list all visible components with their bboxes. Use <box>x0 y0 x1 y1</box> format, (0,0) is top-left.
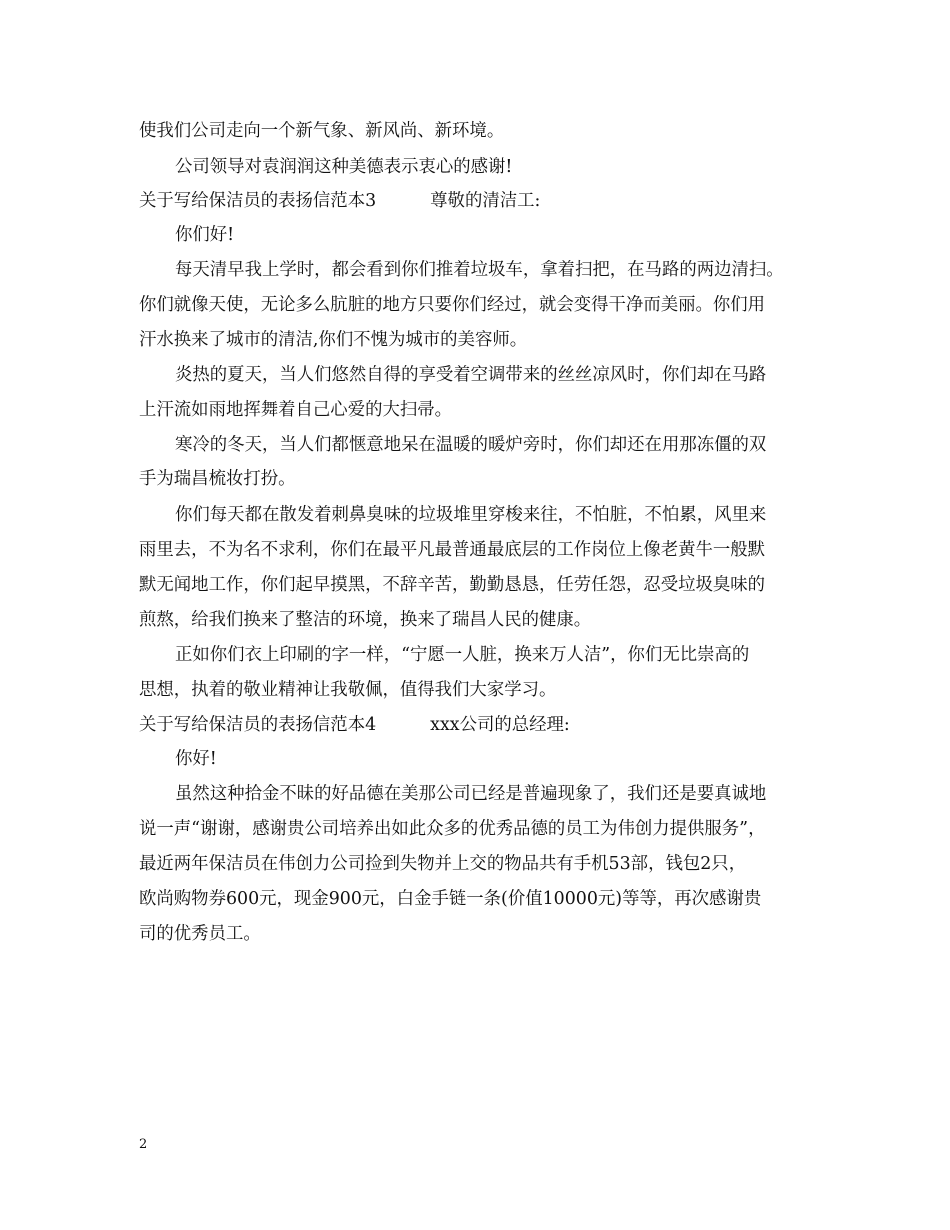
section-title: 关于写给保洁员的表扬信范本3 <box>139 191 377 211</box>
paragraph-line: 汗水换来了城市的清洁,你们不愧为城市的美容师。 <box>139 330 528 350</box>
section-heading-3 <box>139 190 540 212</box>
salutation: 尊敬的清洁工: <box>430 191 541 211</box>
paragraph-line: 虽然这种拾金不昧的好品德在美那公司已经是普遍现象了，我们还是要真诚地 <box>175 784 767 804</box>
section-title: 关于写给保洁员的表扬信范本4 <box>139 715 377 735</box>
paragraph-line: 默无闻地工作，你们起早摸黑，不辞辛苦，勤勤恳恳，任劳任怨，忍受垃圾臭味的 <box>139 575 766 595</box>
paragraph-line: 煎熬，给我们换来了整洁的环境，换来了瑞昌人民的健康。 <box>139 610 592 630</box>
paragraph-line: 欧尚购物券600元，现金900元，白金手链一条(价值10000元)等等，再次感谢贵 <box>139 889 762 909</box>
paragraph-line: 雨里去，不为名不求利，你们在最平凡最普通最底层的工作岗位上像老黄牛一般默 <box>139 540 766 560</box>
paragraph-line: 司的优秀员工。 <box>139 924 261 944</box>
paragraph-line: 正如你们衣上印刷的字一样，“宁愿一人脏，换来万人洁”，你们无比崇高的 <box>175 645 750 665</box>
paragraph-line: 思想，执着的敬业精神让我敬佩，值得我们大家学习。 <box>139 680 557 700</box>
paragraph-line: 寒冷的冬天，当人们都惬意地呆在温暖的暖炉旁时，你们却还在用那冻僵的双 <box>175 435 767 455</box>
paragraph-line: 使我们公司走向一个新气象、新风尚、新环境。 <box>139 121 505 141</box>
page-number: 2 <box>139 1137 148 1152</box>
paragraph-line: 炎热的夏天，当人们悠然自得的享受着空调带来的丝丝凉风时，你们却在马路 <box>175 365 767 385</box>
paragraph-line: 手为瑞昌梳妆打扮。 <box>139 469 296 489</box>
greeting: 你们好! <box>175 225 235 245</box>
paragraph-line: 说一声“谢谢，感谢贵公司培养出如此众多的优秀品德的员工为伟创力提供服务”， <box>139 819 766 839</box>
paragraph-line: 最近两年保洁员在伟创力公司捡到失物并上交的物品共有手机53部，钱包2只， <box>139 854 747 874</box>
section-heading-4 <box>139 714 570 736</box>
paragraph-line: 上汗流如雨地挥舞着自己心爱的大扫帚。 <box>139 400 453 420</box>
paragraph-line: 你们每天都在散发着刺鼻臭味的垃圾堆里穿梭来往，不怕脏，不怕累，风里来 <box>175 505 767 525</box>
paragraph-line: 你们就像天使，无论多么肮脏的地方只要你们经过，就会变得干净而美丽。你们用 <box>139 295 766 315</box>
salutation: xxx公司的总经理: <box>430 715 570 735</box>
paragraph-line: 公司领导对袁润润这种美德表示衷心的感谢! <box>175 157 513 177</box>
paragraph-line: 每天清早我上学时，都会看到你们推着垃圾车，拿着扫把，在马路的两边清扫。 <box>175 260 784 280</box>
greeting: 你好! <box>175 749 217 769</box>
